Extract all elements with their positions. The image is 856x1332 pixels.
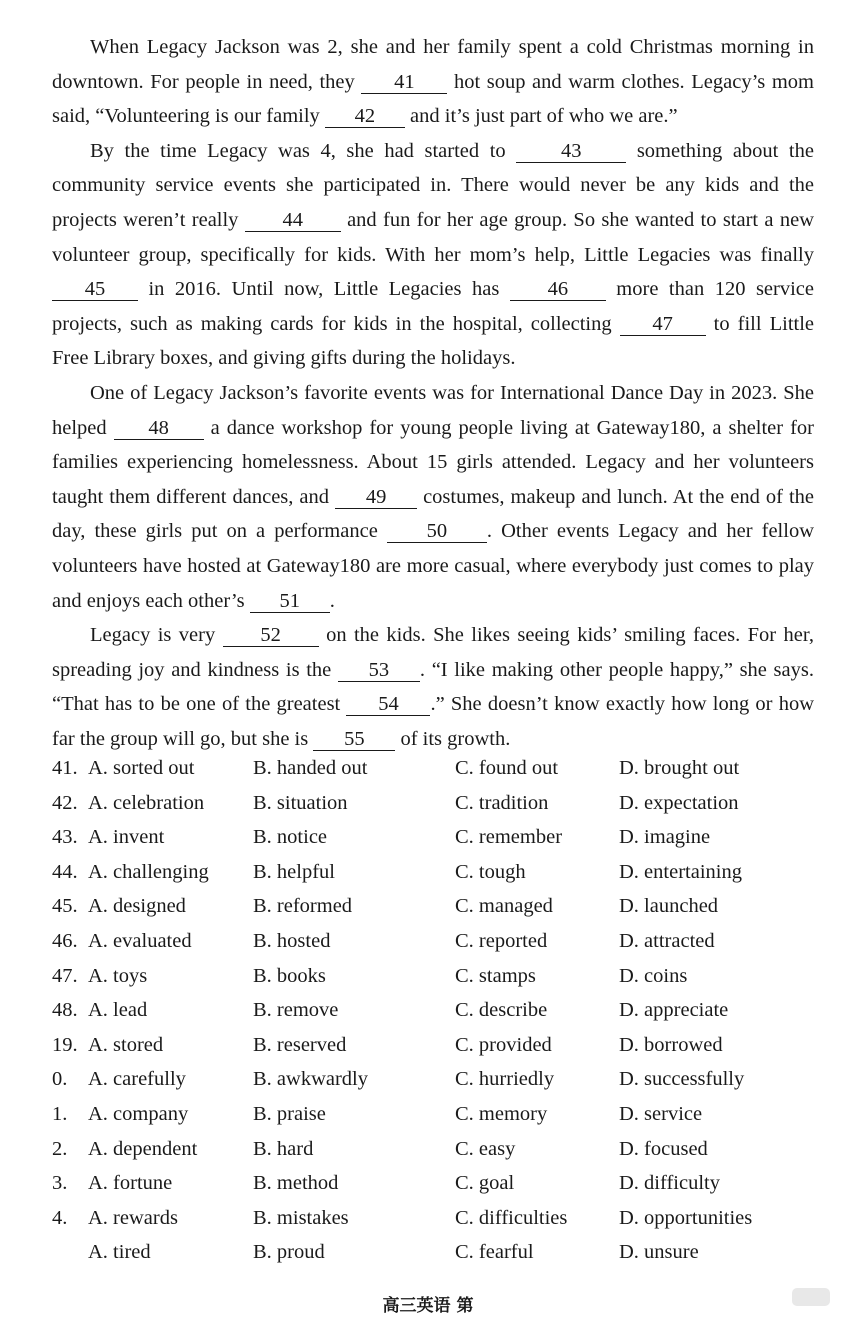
option-c: C. goal <box>455 1172 515 1195</box>
option-d: D. difficulty <box>619 1172 720 1195</box>
option-d: D. launched <box>619 895 719 918</box>
option-b: B. praise <box>253 1102 326 1125</box>
option-c: C. memory <box>455 1102 548 1125</box>
question-number: 46. <box>52 929 78 952</box>
option-row <box>52 826 822 861</box>
option-c: C. hurriedly <box>455 1068 555 1091</box>
option-a: A. invent <box>88 826 165 849</box>
option-d: D. appreciate <box>619 999 729 1022</box>
option-d: D. expectation <box>619 791 739 814</box>
option-a: A. toys <box>88 964 148 987</box>
passage-text: When Legacy Jackson was 2, she and her family spent a cold Christmas morning in downtown. For people in need, they <box>52 36 814 93</box>
option-c: C. easy <box>455 1137 516 1160</box>
option-d: D. imagine <box>619 826 711 849</box>
option-b: B. reformed <box>253 895 353 918</box>
passage-text: a dance workshop for young people living at Gateway180, a shelter for families experiencing homelessness. About 15 girls attended. Legacy and her volunteers taught them different dances, and <box>52 416 814 508</box>
question-number: 2. <box>52 1137 68 1160</box>
passage-text: . Other events Legacy and her fellow volunteers have hosted at Gateway180 are more casual, where everybody just comes to play and enjoys each other’s <box>52 520 815 612</box>
question-number: 42. <box>52 791 78 814</box>
option-b: B. hosted <box>253 929 331 952</box>
option-b: B. notice <box>253 826 328 849</box>
passage-text: costumes, makeup and lunch. At the end of the day, these girls put on a performance <box>52 485 814 543</box>
blank-52: 52 <box>223 624 319 647</box>
blank-43: 43 <box>516 140 626 163</box>
option-c: C. describe <box>455 999 548 1022</box>
option-c: C. managed <box>455 895 553 918</box>
option-b: B. proud <box>253 1241 325 1264</box>
question-number: 44. <box>52 860 78 883</box>
question-number: 0. <box>52 1068 68 1091</box>
option-row <box>52 1068 822 1103</box>
option-a: A. lead <box>88 999 148 1022</box>
blank-55: 55 <box>313 728 395 751</box>
option-a: A. stored <box>88 1033 164 1056</box>
option-row <box>52 1138 822 1173</box>
blank-48: 48 <box>114 417 204 440</box>
option-row <box>52 999 822 1034</box>
option-d: D. unsure <box>619 1241 699 1264</box>
option-row <box>52 1172 822 1207</box>
option-b: B. helpful <box>253 860 335 883</box>
watermark-logo-icon <box>792 1288 830 1306</box>
option-c: C. tough <box>455 860 526 883</box>
option-d: D. successfully <box>619 1068 745 1091</box>
option-a: A. celebration <box>88 791 205 814</box>
blank-42: 42 <box>325 105 405 128</box>
paragraph-1 <box>52 30 814 134</box>
option-a: A. tired <box>88 1241 151 1264</box>
paragraph-3 <box>52 376 814 618</box>
blank-46: 46 <box>510 278 606 301</box>
answer-options <box>52 757 822 1276</box>
option-b: B. handed out <box>253 757 368 779</box>
option-c: C. provided <box>455 1033 552 1056</box>
option-a: A. challenging <box>88 860 209 883</box>
option-c: C. tradition <box>455 791 549 814</box>
question-number: 19. <box>52 1033 78 1056</box>
option-c: C. found out <box>455 757 559 779</box>
option-a: A. sorted out <box>88 757 195 779</box>
option-row <box>52 895 822 930</box>
option-row <box>52 930 822 965</box>
option-b: B. books <box>253 964 326 987</box>
passage-text: on the kids. She likes seeing kids’ smiling faces. For her, spreading joy and kindness is the <box>52 624 815 681</box>
blank-50: 50 <box>387 520 487 543</box>
blank-51: 51 <box>250 590 330 613</box>
option-d: D. borrowed <box>619 1033 723 1056</box>
question-number: 41. <box>52 757 78 779</box>
blank-54: 54 <box>346 693 430 716</box>
passage-text: something about the community service events she participated in. There would never be any kids and the projects weren’t really <box>52 139 814 231</box>
paragraph-4 <box>52 618 814 756</box>
option-a: A. fortune <box>88 1172 173 1195</box>
option-row <box>52 965 822 1000</box>
option-a: A. carefully <box>88 1068 186 1091</box>
passage-text: . <box>329 589 335 612</box>
question-number: 48. <box>52 999 78 1022</box>
option-d: D. focused <box>619 1137 708 1160</box>
option-a: A. evaluated <box>88 929 192 952</box>
passage-text: One of Legacy Jackson’s favorite events was for International Dance Day in 2023. She helped <box>52 381 814 439</box>
passage-text: more than 120 service projects, such as making cards for kids in the hospital, collecting <box>52 278 814 335</box>
option-c: C. reported <box>455 929 548 952</box>
question-number: 47. <box>52 964 78 987</box>
question-number: 43. <box>52 826 78 849</box>
option-a: A. company <box>88 1102 189 1125</box>
watermark <box>792 1288 830 1306</box>
question-number: 1. <box>52 1102 68 1125</box>
option-d: D. coins <box>619 964 688 987</box>
passage-text: .” She doesn’t know exactly how long or how far the group will go, but she is <box>52 693 815 750</box>
passage-text: Legacy is very <box>90 624 223 647</box>
passage-text: By the time Legacy was 4, she had started to <box>90 139 517 162</box>
option-b: B. remove <box>253 999 339 1022</box>
passage-text: . “I like making other people happy,” she says. “That has to be one of the greatest <box>52 658 814 716</box>
passage-text: of its growth. <box>395 727 511 750</box>
option-b: B. mistakes <box>253 1206 349 1229</box>
blank-49: 49 <box>335 486 417 509</box>
page-footer: 高三英语 第 <box>382 1296 474 1316</box>
option-b: B. reserved <box>253 1033 347 1056</box>
option-c: C. difficulties <box>455 1206 568 1229</box>
option-a: A. dependent <box>88 1137 198 1160</box>
option-row <box>52 1034 822 1069</box>
option-b: B. method <box>253 1172 339 1195</box>
blank-44: 44 <box>245 209 341 232</box>
blank-41: 41 <box>361 71 447 94</box>
cloze-passage <box>52 30 814 756</box>
option-d: D. brought out <box>619 757 740 779</box>
passage-text: and it’s just part of who we are.” <box>404 105 678 128</box>
option-row <box>52 1241 822 1276</box>
option-d: D. service <box>619 1102 703 1125</box>
option-row <box>52 757 822 792</box>
option-a: A. rewards <box>88 1206 178 1229</box>
option-c: C. remember <box>455 826 563 849</box>
option-d: D. entertaining <box>619 860 742 883</box>
option-b: B. hard <box>253 1137 314 1160</box>
blank-53: 53 <box>338 659 420 682</box>
option-d: D. attracted <box>619 929 715 952</box>
option-c: C. stamps <box>455 964 536 987</box>
option-row <box>52 1103 822 1138</box>
option-row <box>52 792 822 827</box>
question-number: 3. <box>52 1172 68 1195</box>
option-row <box>52 861 822 896</box>
paragraph-2 <box>52 134 814 376</box>
blank-47: 47 <box>620 313 706 336</box>
question-number: 4. <box>52 1206 68 1229</box>
passage-text: and fun for her age group. So she wanted to start a new volunteer group, specifically for kids. With her mom’s help, Little Legacies was finally <box>52 208 815 266</box>
passage-text: hot soup and warm clothes. Legacy’s mom said, “Volunteering is our family <box>52 70 814 128</box>
option-b: B. awkwardly <box>253 1068 369 1091</box>
blank-45: 45 <box>52 278 138 301</box>
question-number: 45. <box>52 895 78 918</box>
option-row <box>52 1207 822 1242</box>
option-d: D. opportunities <box>619 1206 753 1229</box>
option-a: A. designed <box>88 895 186 918</box>
option-b: B. situation <box>253 791 348 814</box>
option-c: C. fearful <box>455 1241 534 1264</box>
passage-text: in 2016. Until now, Little Legacies has <box>138 278 510 301</box>
passage-text: to fill Little Free Library boxes, and giving gifts during the holidays. <box>52 312 814 370</box>
